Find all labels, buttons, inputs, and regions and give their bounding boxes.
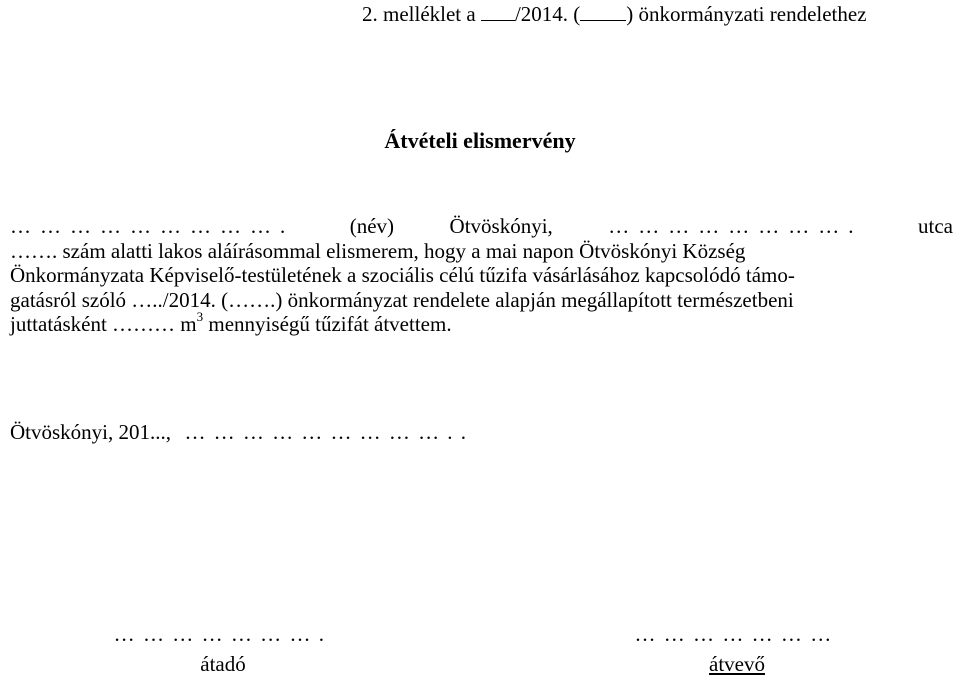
- signature-handover-dots: ………………….: [113, 622, 333, 646]
- cubic-superscript: 3: [196, 309, 204, 324]
- annex-text-end: ) önkormányzati rendelethez: [626, 2, 867, 26]
- signature-receiver-label: átvevő: [709, 652, 765, 676]
- body-line-5: [10, 309, 953, 337]
- place-name: Ötvöskónyi,: [449, 214, 553, 238]
- street-label: utca: [918, 214, 953, 238]
- annex-text-start: 2. melléklet a: [362, 2, 481, 26]
- name-label: (név): [349, 214, 395, 238]
- signature-receiver-dots: …………………: [634, 622, 840, 646]
- signature-receiver: [592, 622, 882, 676]
- annex-date-blank: [580, 2, 626, 21]
- annex-number-blank: [481, 2, 515, 21]
- annex-reference: [362, 2, 867, 26]
- document-title: Átvételi elismervény: [384, 128, 576, 153]
- place-date-line: [10, 420, 474, 444]
- signature-handover-label: átadó: [200, 652, 246, 676]
- line5-text-start: juttatásként ……… m: [10, 312, 197, 336]
- line5-text-end: mennyiségű tűzifát átvettem.: [203, 312, 452, 336]
- body-line-3: Önkormányzata Képviselő-testületének a szociális célú tűzifa vásárlásához kapcsolódó támo-: [10, 263, 795, 287]
- body-line-1: [10, 214, 953, 239]
- signature-handover: [78, 622, 368, 676]
- body-line-4: gatásról szóló …../2014. (…….) önkormányzat rendelete alapján megállapított természetbeni: [10, 287, 794, 312]
- annex-text-middle: /2014. (: [514, 2, 581, 26]
- date-dots: ………………………..: [171, 420, 475, 444]
- document-body: [10, 214, 953, 337]
- street-dots: …………………….: [608, 214, 863, 238]
- body-line-2: ……. szám alatti lakos aláírásommal elismerem, hogy a mai napon Ötvöskónyi Község: [10, 238, 746, 263]
- place-date-label: Ötvöskónyi, 201...,: [10, 420, 172, 444]
- name-dots: ……………………….: [10, 214, 295, 238]
